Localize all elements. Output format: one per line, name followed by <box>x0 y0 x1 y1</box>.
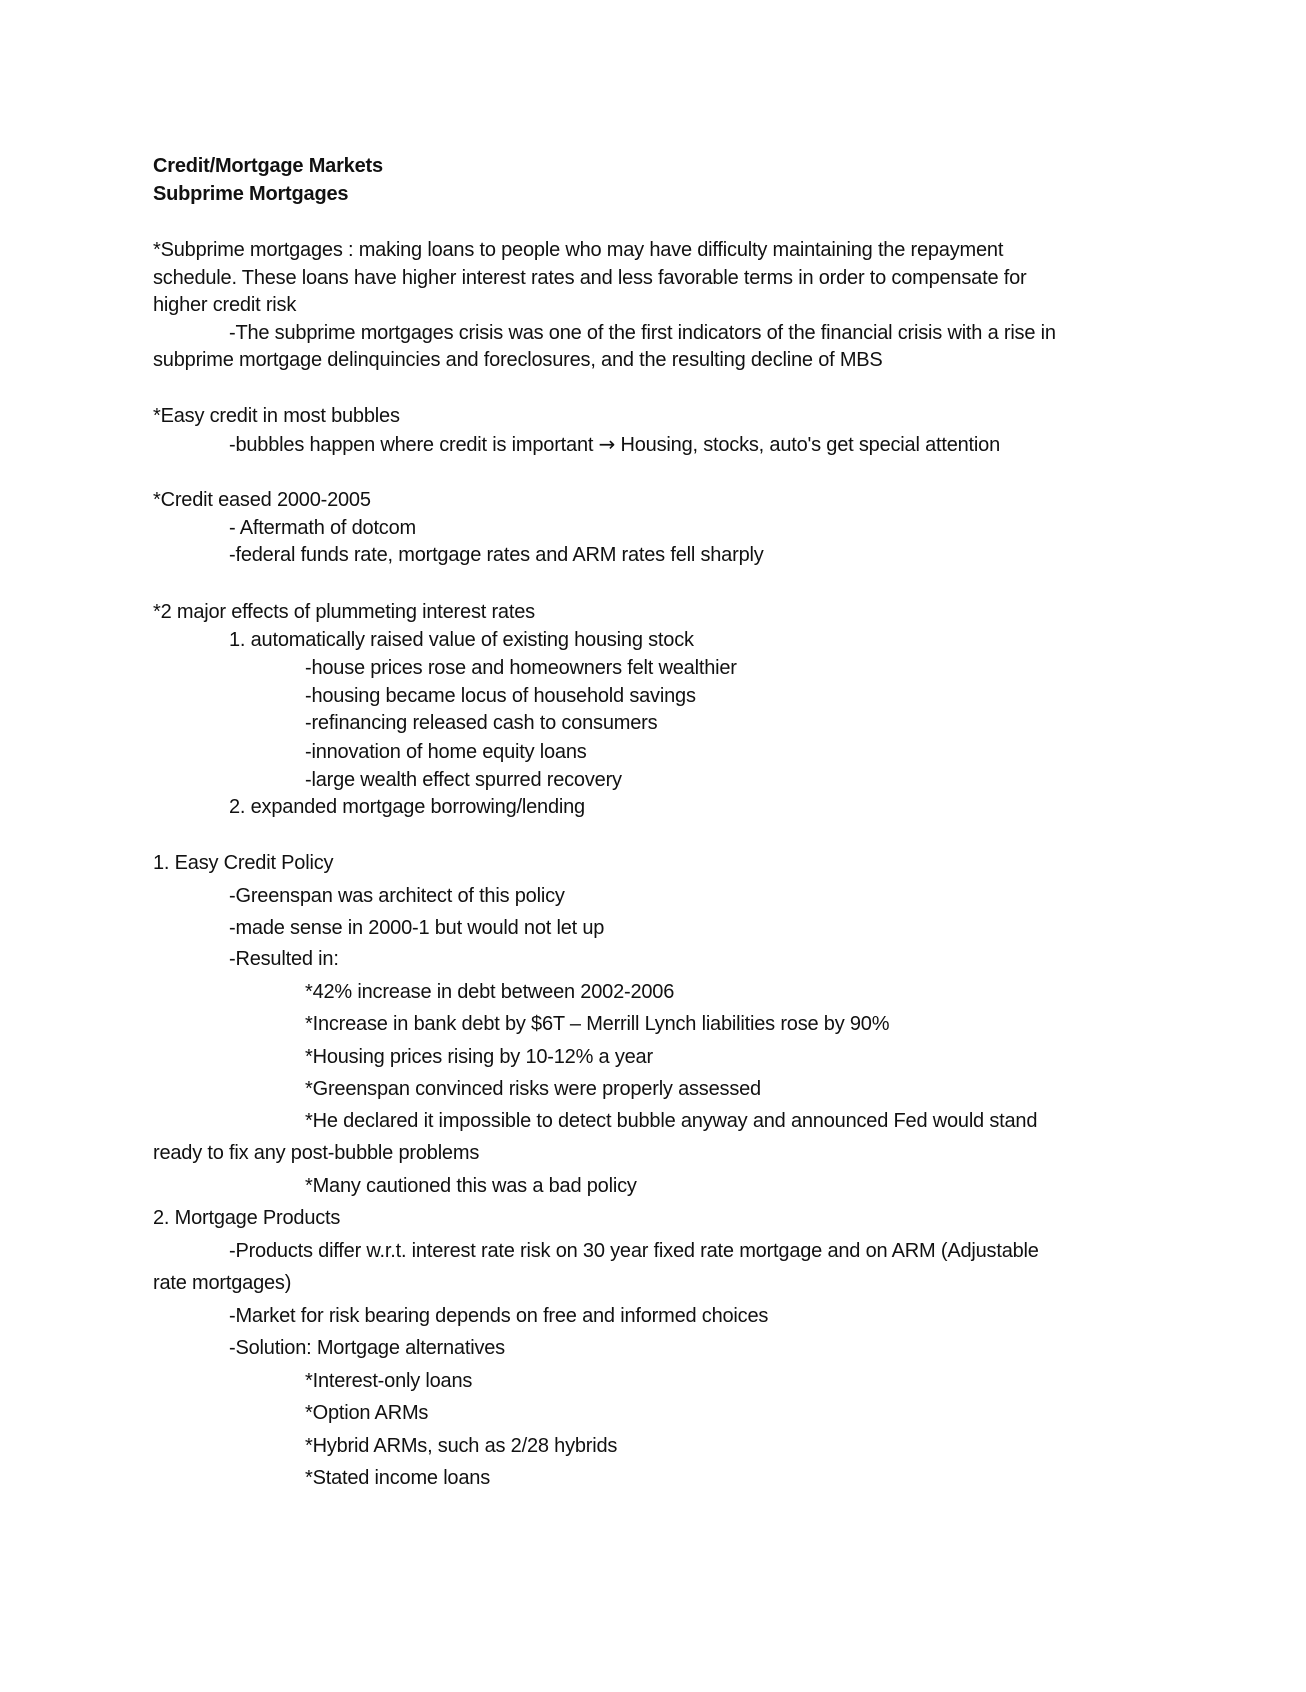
list-item: *Hybrid ARMs, such as 2/28 hybrids <box>305 1435 618 1457</box>
list-item: *Increase in bank debt by $6T – Merrill Lynch liabilities rose by 90% <box>305 1013 890 1035</box>
list-item: *42% increase in debt between 2002-2006 <box>305 981 675 1003</box>
document-title: Credit/Mortgage Markets <box>153 155 383 177</box>
sub-item-continuation: rate mortgages) <box>153 1272 292 1294</box>
sub-item-text: Housing, stocks, auto's get special attention <box>615 434 1000 456</box>
numbered-item: 1. automatically raised value of existing housing stock <box>229 629 694 651</box>
list-item: *Stated income loans <box>305 1467 491 1489</box>
sub-item: -Products differ w.r.t. interest rate risk on 30 year fixed rate mortgage and on ARM (Adjustable <box>229 1240 1039 1262</box>
list-item-continuation: ready to fix any post-bubble problems <box>153 1142 480 1164</box>
sub-item: -innovation of home equity loans <box>305 741 587 763</box>
right-arrow-icon: → <box>598 432 616 456</box>
sub-item-text: -bubbles happen where credit is important <box>229 434 599 456</box>
list-item: *Greenspan convinced risks were properly assessed <box>305 1078 761 1100</box>
section-heading: 1. Easy Credit Policy <box>153 852 334 874</box>
sub-item: -Greenspan was architect of this policy <box>229 885 565 907</box>
sub-item: -made sense in 2000-1 but would not let up <box>229 917 605 939</box>
numbered-item: 2. expanded mortgage borrowing/lending <box>229 796 585 818</box>
sub-item: -refinancing released cash to consumers <box>305 712 658 734</box>
list-item: *Housing prices rising by 10-12% a year <box>305 1046 653 1068</box>
sub-item: -federal funds rate, mortgage rates and ARM rates fell sharply <box>229 544 764 566</box>
paragraph-line: *Subprime mortgages : making loans to people who may have difficulty maintaining the repayment <box>153 239 1004 261</box>
list-item: *Interest-only loans <box>305 1370 473 1392</box>
document-subtitle: Subprime Mortgages <box>153 183 349 205</box>
sub-item: - Aftermath of dotcom <box>229 517 416 539</box>
paragraph-line: schedule. These loans have higher interest rates and less favorable terms in order to compensate for <box>153 267 1027 289</box>
sub-item: -large wealth effect spurred recovery <box>305 769 622 791</box>
sub-item <box>229 431 1000 458</box>
bullet-heading: *Easy credit in most bubbles <box>153 405 400 427</box>
sub-item: -Solution: Mortgage alternatives <box>229 1337 505 1359</box>
bullet-heading: *2 major effects of plummeting interest rates <box>153 601 535 623</box>
paragraph-line: -The subprime mortgages crisis was one of the first indicators of the financial crisis with a rise in <box>229 322 1056 344</box>
sub-item: -house prices rose and homeowners felt wealthier <box>305 657 737 679</box>
section-heading: 2. Mortgage Products <box>153 1207 341 1229</box>
list-item: *Option ARMs <box>305 1402 429 1424</box>
sub-item: -Resulted in: <box>229 948 339 970</box>
list-item: *He declared it impossible to detect bubble anyway and announced Fed would stand <box>305 1110 1038 1132</box>
list-item: *Many cautioned this was a bad policy <box>305 1175 637 1197</box>
sub-item: -housing became locus of household savings <box>305 685 696 707</box>
bullet-heading: *Credit eased 2000-2005 <box>153 489 371 511</box>
paragraph-line: higher credit risk <box>153 294 297 316</box>
paragraph-line: subprime mortgage delinquincies and foreclosures, and the resulting decline of MBS <box>153 349 883 371</box>
sub-item: -Market for risk bearing depends on free and informed choices <box>229 1305 769 1327</box>
